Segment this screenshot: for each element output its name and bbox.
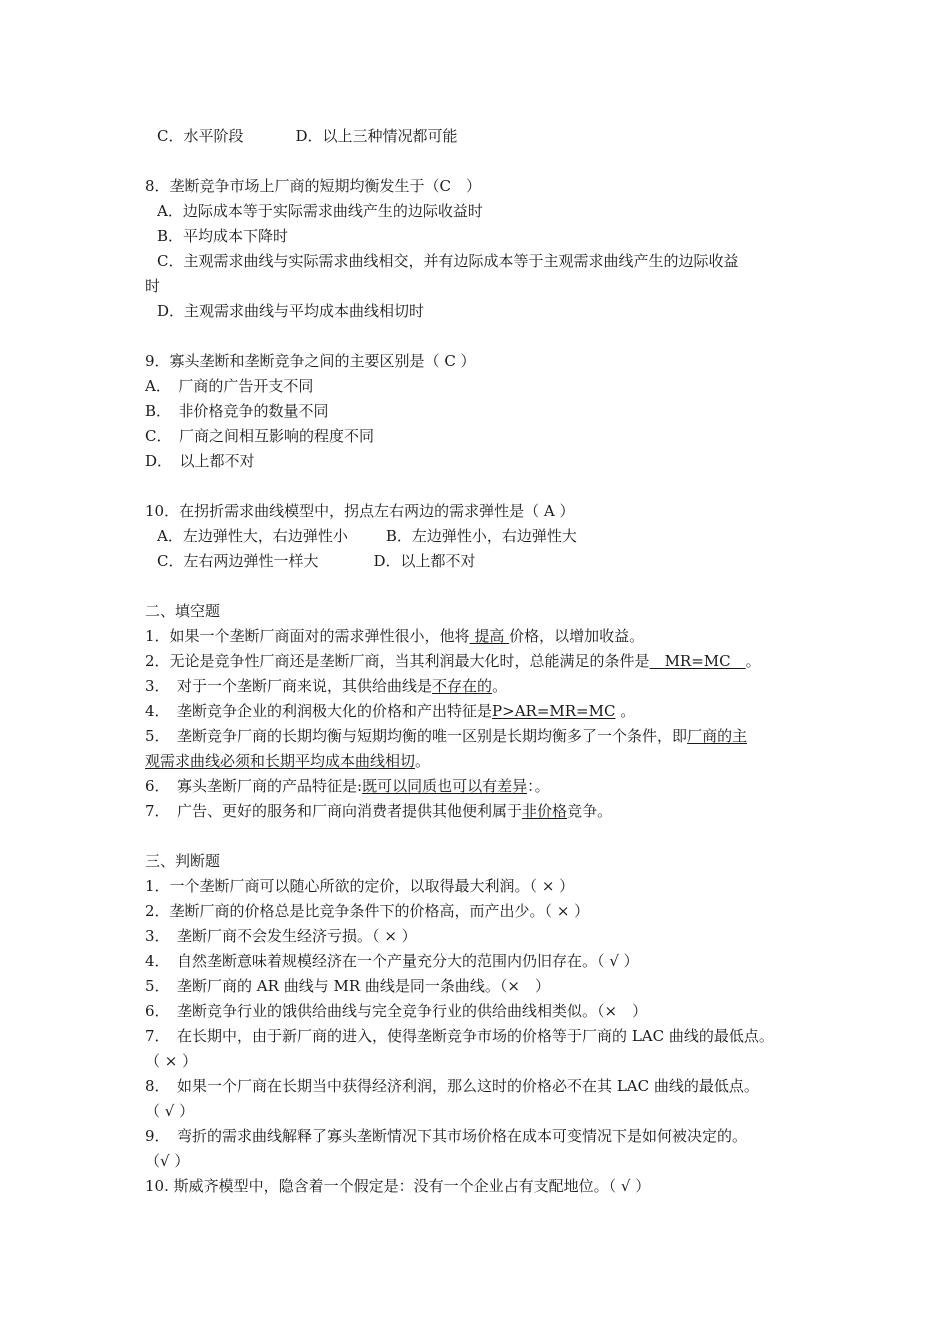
fill-answer: 非价格: [522, 802, 568, 820]
q8-stem: 8．垄断竞争市场上厂商的短期均衡发生于（C ）: [145, 177, 482, 195]
fill-answer: 观需求曲线必须和长期平均成本曲线相切: [145, 752, 416, 770]
judge-item-10: 10. 斯威齐模型中，隐含着一个假定是：没有一个企业占有支配地位。（ √ ）: [145, 1177, 651, 1195]
fill-item-7: [145, 801, 612, 821]
judge-item-5: 5． 垄断厂商的 AR 曲线与 MR 曲线是同一条曲线。（× ）: [145, 977, 550, 995]
judge-item-8: 8． 如果一个厂商在长期当中获得经济利润，那么这时的价格必不在其 LAC 曲线的最低点。: [145, 1077, 759, 1095]
q9-option-c: C． 厂商之间相互影响的程度不同: [145, 427, 374, 445]
fill-heading: 二、填空题: [145, 602, 221, 620]
fill-item-text: 5． 垄断竞争厂商的长期均衡与短期均衡的唯一区别是长期均衡多了一个条件，即: [145, 727, 688, 745]
fill-answer: P>AR=MR=MC: [492, 702, 616, 720]
judge-item-8-answer: （ √ ）: [145, 1102, 195, 1120]
fill-answer: MR=MC: [649, 652, 746, 670]
judge-item-9-answer: （√ ）: [145, 1152, 190, 1170]
fill-item-text: 4． 垄断竞争企业的利润极大化的价格和产出特征是: [145, 702, 493, 720]
fill-item-text: 价格，以增加收益。: [509, 627, 645, 645]
fill-item-3: [145, 676, 507, 696]
q8-option-c: C．主观需求曲线与实际需求曲线相交，并有边际成本等于主观需求曲线产生的边际收益: [157, 252, 739, 270]
judge-item-6: 6． 垄断竞争行业的饿供给曲线与完全竞争行业的供给曲线相类似。（× ）: [145, 1002, 648, 1020]
fill-item-5-cont: [145, 751, 430, 771]
judge-item-1: 1．一个垄断厂商可以随心所欲的定价，以取得最大利润。（ × ）: [145, 877, 575, 895]
judge-heading: 三、判断题: [145, 852, 221, 870]
fill-item-text: 7． 广告、更好的服务和厂商向消费者提供其他便利属于: [145, 802, 523, 820]
fill-answer: 既可以同质也可以有差异: [362, 777, 528, 795]
judge-item-9: 9． 弯折的需求曲线解释了寡头垄断情况下其市场价格在成本可变情况下是如何被决定的。: [145, 1127, 748, 1145]
judge-item-2: 2．垄断厂商的价格总是比竞争条件下的价格高，而产出少。（ × ）: [145, 902, 590, 920]
fill-item-5: [145, 726, 747, 746]
fill-item-text: 。: [415, 752, 431, 770]
fill-item-text: ：。: [527, 777, 550, 795]
fill-item-text: 竞争。: [567, 802, 613, 820]
q10-options-cd: [157, 551, 476, 571]
q8-option-a: A．边际成本等于实际需求曲线产生的边际收益时: [157, 202, 483, 220]
q10-option-a: A．左边弹性大，右边弹性小: [157, 527, 348, 545]
judge-item-7-answer: （ × ）: [145, 1052, 198, 1070]
fill-answer: 提高: [469, 627, 510, 645]
q9-stem: 9．寡头垄断和垄断竞争之间的主要区别是（ C ）: [145, 352, 476, 370]
q10-option-c: C．左右两边弹性一样大: [157, 552, 319, 570]
fill-item-text: 。: [745, 652, 761, 670]
judge-item-4: 4． 自然垄断意味着规模经济在一个产量充分大的范围内仍旧存在。（ √ ）: [145, 952, 639, 970]
fill-item-4: [145, 701, 635, 721]
q9-option-b: B． 非价格竞争的数量不同: [145, 402, 329, 420]
fill-item-2: [145, 651, 761, 671]
q8-option-b: B．平均成本下降时: [157, 227, 289, 245]
fill-item-text: 2．无论是竞争性厂商还是垄断厂商，当其利润最大化时，总能满足的条件是: [145, 652, 650, 670]
judge-item-3: 3． 垄断厂商不会发生经济亏损。（ × ）: [145, 927, 417, 945]
q10-option-d: D．以上都不对: [373, 552, 476, 570]
fill-item-text: 6． 寡头垄断厂商的产品特征是:: [145, 777, 363, 795]
q10-option-b: B．左边弹性小，右边弹性大: [385, 527, 577, 545]
fill-item-text: 。: [492, 677, 508, 695]
q7-option-c: C．水平阶段: [157, 127, 244, 145]
fill-item-text: 1．如果一个垄断厂商面对的需求弹性很小，他将: [145, 627, 470, 645]
q8-option-d: D．主观需求曲线与平均成本曲线相切时: [157, 302, 425, 320]
q9-option-a: A． 厂商的广告开支不同: [145, 377, 314, 395]
judge-item-7: 7． 在长期中，由于新厂商的进入，使得垄断竞争市场的价格等于厂商的 LAC 曲线的最低点。: [145, 1027, 774, 1045]
fill-answer: 不存在的: [432, 677, 493, 695]
q10-options-ab: [157, 526, 577, 546]
q9-option-d: D． 以上都不对: [145, 452, 255, 470]
q7-options-cd: [157, 126, 458, 146]
fill-item-text: 。: [615, 702, 636, 720]
fill-item-1: [145, 626, 644, 646]
q8-option-c-cont: 时: [145, 277, 161, 295]
q10-stem: 10．在拐折需求曲线模型中，拐点左右两边的需求弹性是（ A ）: [145, 502, 575, 520]
fill-item-text: 3． 对于一个垄断厂商来说，其供给曲线是: [145, 677, 433, 695]
q7-option-d: D．以上三种情况都可能: [295, 127, 458, 145]
fill-answer: 厂商的主: [687, 727, 748, 745]
fill-item-6: [145, 776, 550, 796]
